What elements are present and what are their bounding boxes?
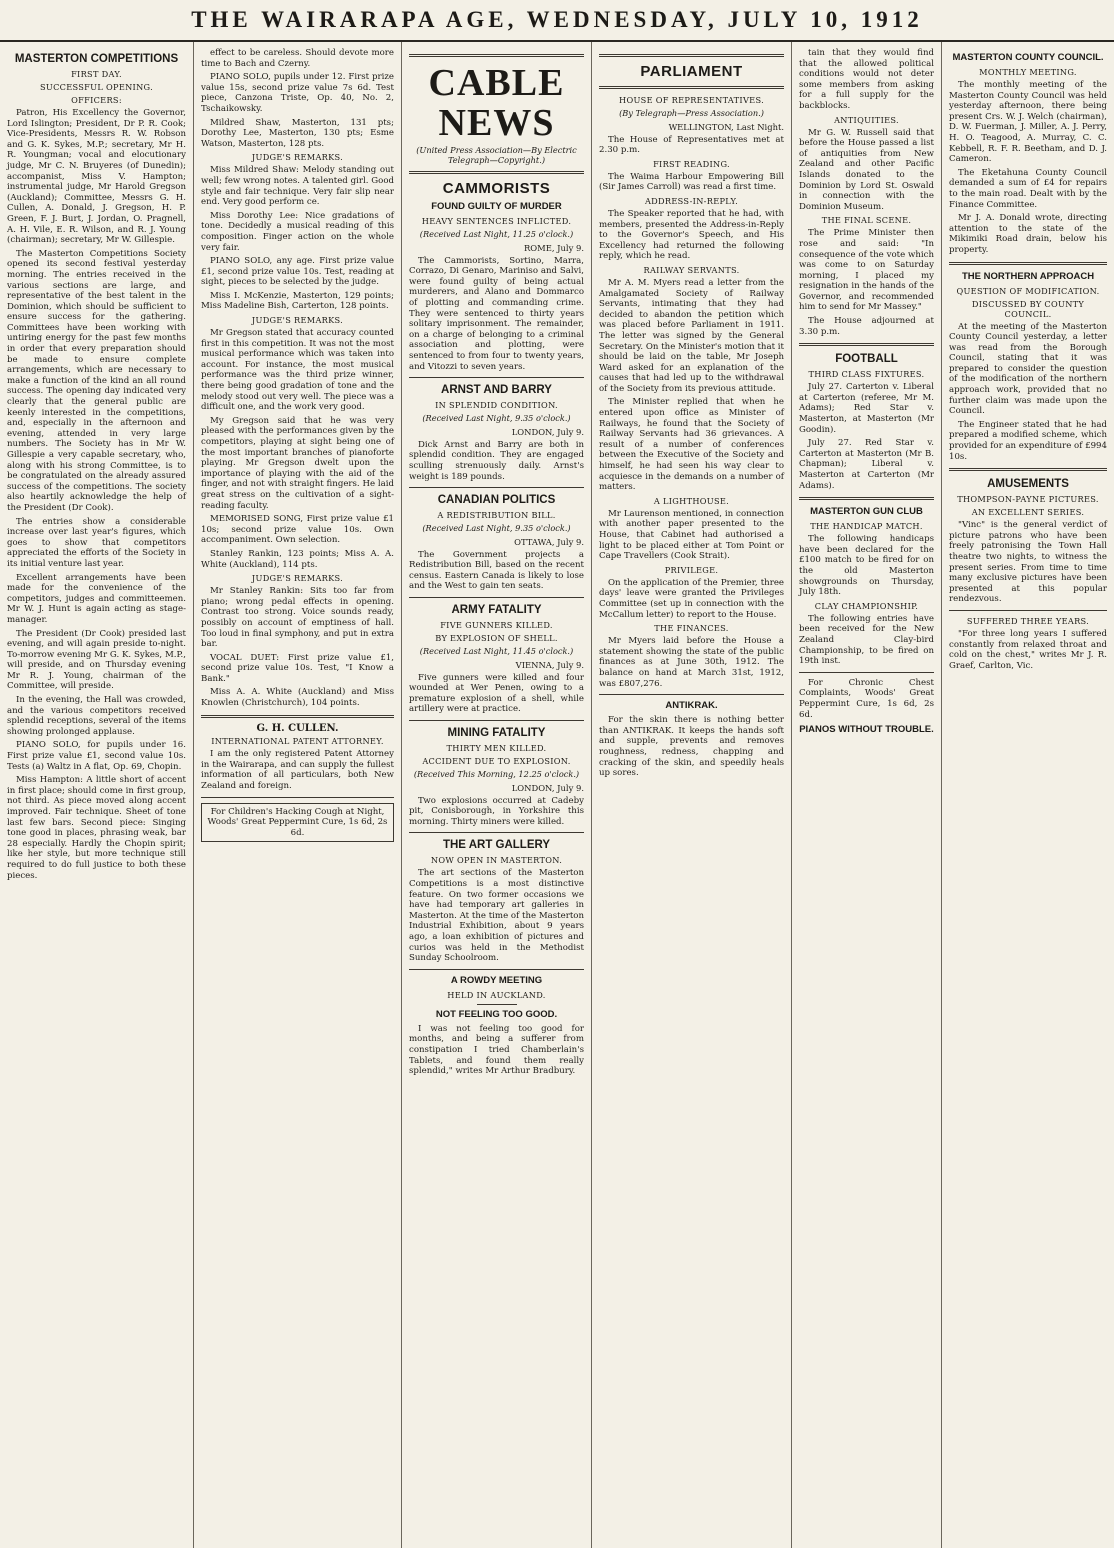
paragraph: Mr Myers laid before the House a statement showing the state of the public finances as at June 30th, 1912. The balance on hand at March 31st, 1912, was £807,276. <box>599 636 784 689</box>
paragraph: The entries show a considerable increase over last year's figures, which goes to show that competitors appreciated the efforts of the Society in its initial venture last year. <box>7 516 186 569</box>
paragraph: In the evening, the Hall was crowded, and the various competitors received splendid receptions, several of the items showing prolonged applause. <box>7 695 186 737</box>
paragraph: Two explosions occurred at Cadeby pit, Conisborough, in Yorkshire this morning. Thirty miners were killed. <box>409 795 584 827</box>
paragraph: I was not feeling too good for months, and being a sufferer from constipation I tried Chamberlain's Tablets, and found them really splendid," writes Mr Arthur Bradbury. <box>409 1023 584 1077</box>
headline-rowdy-meeting: A ROWDY MEETING <box>450 974 543 986</box>
received-line: (Received Last Night, 9.35 o'clock.) <box>422 523 571 534</box>
subhead: A LIGHTHOUSE. <box>653 495 730 506</box>
headline-northern-approach: THE NORTHERN APPROACH <box>961 270 1095 282</box>
column-5 <box>792 42 942 1548</box>
subhead: HELD IN AUCKLAND. <box>447 989 546 1000</box>
paragraph: The Prime Minister then rose and said: "In consequence of the vote which was come to on Saturday morning, I placed my resignation in the hands of the Governor, and recommended him to send for Mr Massey." <box>799 228 934 313</box>
subhead: SUFFERED THREE YEARS. <box>966 615 1090 626</box>
received-line: (Received Last Night, 11.25 o'clock.) <box>419 229 574 239</box>
divider <box>409 720 584 721</box>
cable-news-title: CABLE NEWS <box>428 62 565 144</box>
received-line: (Received Last Night, 11.45 o'clock.) <box>419 646 574 657</box>
credit-line: (By Telegraph—Press Association.) <box>619 108 764 118</box>
paragraph: The Government projects a Redistribution Bill, based on the recent census. Eastern Canada is likely to lose and the West to gain ten seats. <box>409 549 584 592</box>
paragraph: "For three long years I suffered constantly from relaxed throat and cold on the chest," writes Mr J. R. Graef, Carlton, Vic. <box>949 628 1107 671</box>
dateline: WELLINGTON, Last Night. <box>668 122 784 132</box>
paragraph: The Speaker reported that he had, with members, presented the Address-in-Reply to the Governor's Speech, and His Excellency had returned the following reply, which he read. <box>599 208 784 262</box>
paragraph: PIANO SOLO, pupils under 12. First prize value 15s, second prize value 7s 6d. Test piece, Canzona Triste, Op. 40, No. 2, Tschaikowsky. <box>201 72 394 114</box>
headline-amusements: AMUSEMENTS <box>987 478 1069 491</box>
received-line: (Received This Morning, 12.25 o'clock.) <box>413 769 580 780</box>
paragraph: The Minister replied that when he entered upon office as Minister of Railways, he found that the Society of Railway Servants had 36 grievances. A result of a number of conferences between the Executive of the Society and himself, he had seen his way clear to acquiesce in the demands on a number of matters. <box>599 397 784 493</box>
paragraph: Stanley Rankin, 123 points; Miss A. A. White (Auckland), 114 pts. <box>201 548 394 570</box>
subhead: THOMPSON-PAYNE PICTURES. <box>957 494 1099 505</box>
divider <box>201 797 394 798</box>
subhead: ANTIQUITIES. <box>834 114 899 125</box>
headline-canadian-politics: CANADIAN POLITICS <box>437 494 556 507</box>
columns <box>0 42 1114 1548</box>
paragraph: Miss Mildred Shaw: Melody standing out well; few wrong notes. A talented girl. Good style and fair technique. Very fair slip near end. Very good perform ce. <box>201 165 394 208</box>
divider <box>409 832 584 833</box>
paragraph: VOCAL DUET: First prize value £1, second prize value 10s. Test, "I Know a Bank." <box>201 652 394 684</box>
paragraph: tain that they would find that the allowed political conditions would not deter some members from asking for a full supply for the backblocks. <box>799 48 934 111</box>
paragraph: Five gunners were killed and four wounded at Wer Penen, owing to a premature explosion of a shell, while artillery were at practice. <box>409 672 584 715</box>
ad-subtitle: INTERNATIONAL PATENT ATTORNEY. <box>211 736 384 747</box>
divider <box>201 715 394 718</box>
headline-competitions: MASTERTON COMPETITIONS <box>14 53 179 65</box>
paragraph: Mr G. W. Russell said that before the House passed a list of antiquities from New Zealand and other Pacific Islands donated to the Dominion by Lord St. Oswald in connection with the Dominion Museum. <box>799 127 934 212</box>
subhead: CLAY CHAMPIONSHIP. <box>814 600 919 611</box>
headline-pianos: PIANOS WITHOUT TROUBLE. <box>799 724 934 736</box>
paragraph: Miss Hampton: A little short of accent in first place; should come in first group, not third. As piece moved along accent improved. Fair technique. Sheet of tone last few bars. Second piece: Singing tone good in places, phrasing weak, bar 28 especially. Hardly the Chopin spirit; like her style, but more technique still required to do full justice to both these pieces. <box>7 775 186 881</box>
ad-text: I am the only registered Patent Attorney in the Wairarapa, and can supply the fullest information of all particulars, both New Zealand and foreign. <box>201 749 394 792</box>
subhead: ACCIDENT DUE TO EXPLOSION. <box>422 756 571 767</box>
subhead: SUCCESSFUL OPENING. <box>39 82 154 92</box>
divider <box>949 468 1107 471</box>
column-6 <box>942 42 1114 1548</box>
headline-gun-club: MASTERTON GUN CLUB <box>810 506 923 518</box>
paragraph: The President (Dr Cook) presided last evening, and will again preside to-night. To-morrow evening Mr G. K. Sykes, M.P., will preside, and on Thursday evening Mr R. J. Young, chairman of the Committee, will preside. <box>7 628 186 692</box>
subhead: THE FINAL SCENE. <box>821 215 912 226</box>
judges-remarks-heading: JUDGE'S REMARKS. <box>251 573 344 584</box>
paragraph: Dick Arnst and Barry are both in splendid condition. They are engaged sculling strenuously daily. Arnst's weight is 189 pounds. <box>409 439 584 482</box>
paragraph: The Masterton Competitions Society opened its second festival yesterday morning. The entries received in the various sections are large, and representative of the best talent in the Dominion, which should be sufficient to ensure success for the gathering. Committees have been working with untiring energy for the past few months in order that every preparation should be made to ensure complete arrangements, which are necessary to make a function of the kind an all round success. The opening day indicated very clearly that the general public are keenly interested in the competitions, and, especially in the afternoon and evening, attended in very large numbers. The Society has in Mr W. Gillespie a very capable secretary, who, along with his strong Committee, is to be congratulated on the already assured success of the competitions. The society also heartily acknowledge the help of the President (Dr Cook). <box>7 248 186 513</box>
divider <box>949 610 1107 611</box>
dateline: OTTAWA, July 9. <box>514 537 584 548</box>
subhead: FIVE GUNNERS KILLED. <box>440 620 553 631</box>
subhead: QUESTION OF MODIFICATION. <box>956 285 1100 296</box>
paragraph: For the skin there is nothing better than ANTIKRAK. It keeps the hands soft and supple, prevents and removes roughness, redness, chapping and cracking of the skin, and speedily heals up sores. <box>599 715 784 779</box>
subhead: FOUND GUILTY OF MURDER <box>431 201 562 212</box>
headline-mining-fatality: MINING FATALITY <box>447 727 546 740</box>
paragraph: Miss I. McKenzie, Masterton, 129 points; Miss Madeline Bish, Carterton, 128 points. <box>201 290 394 312</box>
paragraph: The Cammorists, Sortino, Marra, Corrazo, Di Genaro, Mariniso and Salvi, were found guilty of being actual murderers, and Alano and Dommarco of plotting and commanding crime. They were sentenced to thirty years solitary imprisonment. The remainder, on a charge of belonging to a criminal association and plotting, were sentenced to from four to twenty years, and Vitozzi to seven years. <box>409 255 584 372</box>
paragraph: For Chronic Chest Complaints, Woods' Great Peppermint Cure, 1s 6d, 2s 6d. <box>799 677 934 720</box>
paragraph: MEMORISED SONG, First prize value £1 10s; second prize value 10s. Own accompaniment. Own selection. <box>201 514 394 546</box>
paragraph: Mr Stanley Rankin: Sits too far from piano; wrong pedal effects in opening. Contrast too strong. Voice sounds ready, possibly on account of emptiness of hall. Too loud in final symphony, and put in extra bar. <box>201 586 394 650</box>
subhead: AN EXCELLENT SERIES. <box>971 507 1085 518</box>
column-1 <box>0 42 194 1548</box>
subhead: THIRD CLASS FIXTURES. <box>808 369 925 380</box>
subhead: PRIVILEGE. <box>664 564 719 575</box>
subhead: A REDISTRIBUTION BILL. <box>437 510 556 521</box>
divider <box>799 672 934 673</box>
masthead <box>0 0 1114 42</box>
subhead: THIRTY MEN KILLED. <box>446 743 547 754</box>
paragraph: July 27. Red Star v. Carterton at Masterton (Mr B. Chapman); Liberal v. Masterton at Carterton (Mr Adams). <box>799 438 934 491</box>
paragraph: The House of Representatives met at 2.30 p.m. <box>599 134 784 156</box>
divider <box>599 86 784 89</box>
divider <box>409 377 584 378</box>
divider <box>409 54 584 57</box>
paragraph: My Gregson said that he was very pleased with the performances given by the competitors, playing at sight being one of the most important branches of pianoforte playing. Mr Gregson dwelt upon the importance of playing with the aid of the finger, and not with straight fingers. He laid great stress on the cultivation of a sight-reading faculty. <box>201 415 394 511</box>
paragraph: PIANO SOLO, any age. First prize value £1, second prize value 10s. Test, reading at sight, pieces to be selected by the judge. <box>201 256 394 288</box>
paragraph: The Eketahuna County Council demanded a sum of £4 for repairs to the main road. Dealt with by the Finance Committee. <box>949 167 1107 210</box>
paragraph: The Engineer stated that he had prepared a modified scheme, which provided for an expenditure of £994 10s. <box>949 419 1107 462</box>
credit-line: (United Press Association—By Electric Telegraph—Copyright.) <box>416 145 577 165</box>
divider <box>599 694 784 695</box>
paragraph: Excellent arrangements have been made for the convenience of the competitors, judges and committeemen. Mr W. J. Hunt is again acting as stage-manager. <box>7 572 186 625</box>
headline-parliament: PARLIAMENT <box>640 63 743 80</box>
subhead: THE HANDICAP MATCH. <box>810 521 923 532</box>
column-2 <box>194 42 402 1548</box>
subhead: BY EXPLOSION OF SHELL. <box>435 633 558 644</box>
headline-art-gallery: THE ART GALLERY <box>442 839 551 852</box>
paragraph: The monthly meeting of the Masterton County Council was held yesterday afternoon, there being present Crs. W. J. Welch (chairman), D. W. Fuerman, J. Miller, A. J. Perry, H. O. Teagood, A. Murray, C. C. Kebbell, R. F. R. Beetham, and D. J. Cameron. <box>949 80 1107 165</box>
headline-not-feeling: NOT FEELING TOO GOOD. <box>435 1008 558 1020</box>
headline-antikrak: ANTIKRAK. <box>665 700 718 712</box>
subhead: FIRST READING. <box>653 158 730 169</box>
subhead: DISCUSSED BY COUNTY COUNCIL. <box>971 298 1085 319</box>
divider <box>799 343 934 346</box>
paragraph: effect to be careless. Should devote more time to Bach and Czerny. <box>201 48 394 69</box>
dateline: LONDON, July 9. <box>511 427 584 438</box>
divider <box>477 1004 517 1005</box>
divider <box>409 597 584 598</box>
headline-cammorists: CAMMORISTS <box>442 180 551 197</box>
ad-cough <box>201 803 394 843</box>
paragraph: Mr Laurenson mentioned, in connection with another paper presented to the House, that Cabinet had authorised a light to be placed either at Tom Point or Cape Travellers (Cook Strait). <box>599 508 784 562</box>
subhead: OFFICERS: <box>71 95 122 105</box>
ad-text: For Children's Hacking Cough at Night, Woods' Great Peppermint Cure, 1s 6d, 2s 6d. <box>207 806 388 838</box>
subhead: THE FINANCES. <box>654 623 729 634</box>
judges-remarks-heading: JUDGE'S REMARKS. <box>251 315 344 326</box>
paragraph: On the application of the Premier, three days' leave were granted the Privileges Committee (set up in connection with the McCallum letter) to report to the House. <box>599 577 784 620</box>
subhead: ADDRESS-IN-REPLY. <box>644 195 739 206</box>
divider <box>409 171 584 174</box>
dateline: LONDON, July 9. <box>511 783 584 794</box>
paragraph: Mildred Shaw, Masterton, 131 pts; Dorothy Lee, Masterton, 130 pts; Esme Watson, Masterton, 128 pts. <box>201 117 394 149</box>
dateline: VIENNA, July 9. <box>515 660 584 671</box>
ad-title: G. H. CULLEN. <box>256 722 339 734</box>
paragraph: Mr Gregson stated that accuracy counted first in this competition. It was not the most musical performance which was taken into account. For instance, the most musical performance was the third prize winner, there being good gradation of tone and the melody stood out very well. The piece was a difficult one, and the work very good. <box>201 328 394 413</box>
subhead: HOUSE OF REPRESENTATIVES. <box>619 95 764 105</box>
received-line: (Received Last Night, 9.35 o'clock.) <box>422 413 571 424</box>
divider <box>409 969 584 970</box>
headline-army-fatality: ARMY FATALITY <box>451 604 542 617</box>
paragraph: Mr J. A. Donald wrote, directing attention to the state of the Mikimiki Road drain, below his property. <box>949 213 1107 255</box>
paragraph: The following handicaps have been declared for the £100 match to be fired for on the old Masterton showgrounds on Thursday, July 18th. <box>799 534 934 598</box>
paragraph: Patron, His Excellency the Governor, Lord Islington; President, Dr P. R. Cook; Vice-Presidents, Messrs R. W. Robson and G. K. Sykes, M.P.; secretary, Mr H. R. Youngman; vocal and elocutionary judge, Mr C. N. Bruyeres (of Dunedin); accompanist, Miss V. Hampton; instrumental judge, Mr Harold Gregson (Auckland); Committee, Messrs G. H. Cullen, A. Donald, J. Gregson, H. P. Green, F. J. Burt, J. Jordan, O. Pragnell, A. H. Vile, E. R. Wilson, and R. J. Young (chairman); secretary, Mr W. Gillespie. <box>7 108 186 246</box>
subhead: NOW OPEN IN MASTERTON. <box>430 855 563 866</box>
divider <box>949 262 1107 265</box>
column-3 <box>402 42 592 1548</box>
dateline: ROME, July 9. <box>524 243 584 253</box>
paragraph: At the meeting of the Masterton County Council yesterday, a letter was read from the Borough Council, stating that it was prepared to consider the question of the modification of the northern approach work, provided that no further claim was made upon the Council. <box>949 321 1107 417</box>
column-4 <box>592 42 792 1548</box>
subhead: RAILWAY SERVANTS. <box>643 264 740 275</box>
subhead: MONTHLY MEETING. <box>979 67 1077 77</box>
judges-remarks-heading: JUDGE'S REMARKS. <box>251 152 344 163</box>
masthead-title: THE WAIRARAPA AGE, WEDNESDAY, JULY 10, 1912 <box>191 7 923 32</box>
paragraph: Miss A. A. White (Auckland) and Miss Knowlen (Christchurch), 104 points. <box>201 687 394 709</box>
divider <box>599 54 784 57</box>
headline-county-council: MASTERTON COUNTY COUNCIL. <box>952 52 1104 63</box>
paragraph: Mr A. M. Myers read a letter from the Amalgamated Society of Railway Servants, intimating that they had decided to abandon the petition which was placed before Parliament in 1911. The letter was signed by the General Secretary. On the Minister's motion that it should be laid on the table, Mr Joseph Ward asked for an explanation of the causes that had led up to the withdrawal of the Society from its previous attitude. <box>599 277 784 394</box>
subhead: HEAVY SENTENCES INFLICTED. <box>421 216 572 226</box>
divider <box>799 497 934 500</box>
subhead: IN SPLENDID CONDITION. <box>435 400 558 411</box>
paragraph: The House adjourned at 3.30 p.m. <box>799 316 934 337</box>
paragraph: PIANO SOLO, for pupils under 16. First prize value £1, second value 10s. Tests (a) Waltz in A flat, Op. 69, Chopin. <box>7 740 186 772</box>
ad-cullen <box>201 724 394 792</box>
headline-arnst-barry: ARNST AND BARRY <box>441 384 552 397</box>
paragraph: "Vinc" is the general verdict of picture patrons who have been freely patronising the Town Hall theatre two nights, to witness the present series. From time to time many exclusive pictures have been presented at this popular rendezvous. <box>949 520 1107 605</box>
paragraph: The Waima Harbour Empowering Bill (Sir James Carroll) was read a first time. <box>599 171 784 193</box>
paragraph: Miss Dorothy Lee: Nice gradations of tone. Decidedly a musical reading of this composition. Finger action on the whole very fair. <box>201 210 394 253</box>
subhead: FIRST DAY. <box>71 69 122 79</box>
divider <box>409 487 584 488</box>
headline-football: FOOTBALL <box>835 353 898 366</box>
paragraph: The following entries have been received for the New Zealand Clay-bird Championship, to be fired on 19th inst. <box>799 613 934 667</box>
paragraph: The art sections of the Masterton Competitions is a most distinctive feature. On two former occasions we have had temporary art galleries in Masterton. At the time of the Masterton Industrial Exhibition, about 9 years ago, a loan exhibition of pictures and curios was held in the Methodist Sunday Schoolroom. <box>409 868 584 964</box>
paragraph: July 27. Carterton v. Liberal at Carterton (referee, Mr M. Adams); Red Star v. Masterton, at Masterton (Mr Goodin). <box>799 382 934 435</box>
